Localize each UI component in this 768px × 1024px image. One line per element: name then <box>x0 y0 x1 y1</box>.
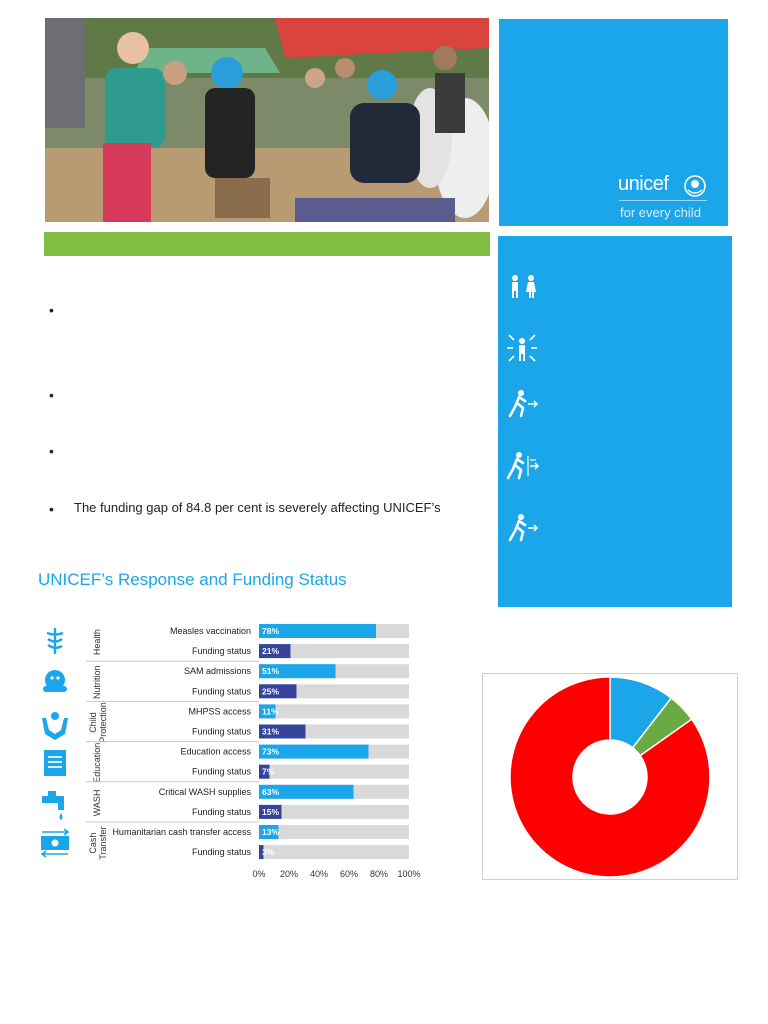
x-tick-label: 20% <box>279 869 299 880</box>
bar-value-label: 13% <box>262 827 280 837</box>
bullet-marker: • <box>49 302 54 318</box>
bar-track <box>259 704 409 718</box>
globe-emblem-icon <box>683 174 707 198</box>
bullet-marker: • <box>49 443 54 459</box>
indicator-label: Education access <box>180 746 251 757</box>
bar-value-label: 31% <box>262 726 280 737</box>
x-tick-label: 60% <box>339 869 359 880</box>
response-funding-bar-chart <box>36 620 426 885</box>
indicator-label: Funding status <box>191 726 251 737</box>
indicator-label: Funding status <box>191 646 251 657</box>
sector-label: Nutrition <box>92 665 102 700</box>
indicator-label: Funding status <box>191 686 251 697</box>
unicef-logo: unicef <box>618 173 669 195</box>
section-header-bar <box>44 232 490 256</box>
person-moving-arrow-icon <box>504 510 540 546</box>
indicator-label: SAM admissions <box>183 666 251 677</box>
bar-value-label: 73% <box>262 746 280 757</box>
bar-value-label: 21% <box>262 646 280 657</box>
x-tick-label: 40% <box>309 869 329 880</box>
key-figures-panel <box>498 236 732 607</box>
funding-donut-chart <box>483 674 737 879</box>
x-tick-label: 80% <box>369 869 389 880</box>
header-photo <box>45 18 489 222</box>
funding-donut-frame <box>482 673 738 880</box>
bullet-text: The funding gap of 84.8 per cent is severely affecting UNICEF’s <box>74 500 441 515</box>
photo-illustration <box>45 18 489 222</box>
indicator-label: MHPSS access <box>188 706 251 717</box>
sector-label: ChildProtection <box>88 702 108 743</box>
bar-value-label: 11% <box>262 706 279 717</box>
person-moving-arrow-icon <box>504 386 540 422</box>
brand-divider <box>619 200 707 201</box>
bar-track <box>259 765 409 779</box>
bar-value-label: 7% <box>262 766 275 777</box>
indicator-label: Humanitarian cash transfer access <box>112 827 251 837</box>
bullet-marker: • <box>49 387 54 403</box>
bar-value-label: 63% <box>262 786 280 797</box>
indicator-label: Funding status <box>191 766 251 777</box>
bar-track <box>259 845 409 859</box>
indicator-label: Measles vaccination <box>169 626 251 636</box>
sector-label: Health <box>92 629 102 656</box>
bar-value-label: 15% <box>262 806 280 817</box>
brand-box <box>499 19 728 226</box>
x-tick-label: 100% <box>397 869 421 880</box>
children-pair-icon <box>504 270 540 306</box>
indicator-label: Funding status <box>191 806 251 817</box>
person-moving-arrows-icon <box>504 448 540 484</box>
sector-label: CashTransfer <box>88 826 108 860</box>
bar-value-label: 3% <box>262 847 275 858</box>
x-tick-label: 0% <box>252 869 266 880</box>
bar-value-label: 51% <box>262 666 280 677</box>
bar-value-label: 25% <box>262 686 280 697</box>
indicator-label: Funding status <box>191 847 251 858</box>
brand-tagline: for every child <box>620 205 701 220</box>
child-burst-icon <box>504 330 540 366</box>
bullet-marker: • <box>49 501 54 517</box>
bar-track <box>259 825 409 839</box>
sector-label: WASH <box>92 789 102 817</box>
sector-label: Education <box>92 742 102 783</box>
indicator-label: Critical WASH supplies <box>158 786 251 797</box>
bar-value-label: 78% <box>262 626 280 636</box>
section-title: UNICEF’s Response and Funding Status <box>38 570 347 589</box>
